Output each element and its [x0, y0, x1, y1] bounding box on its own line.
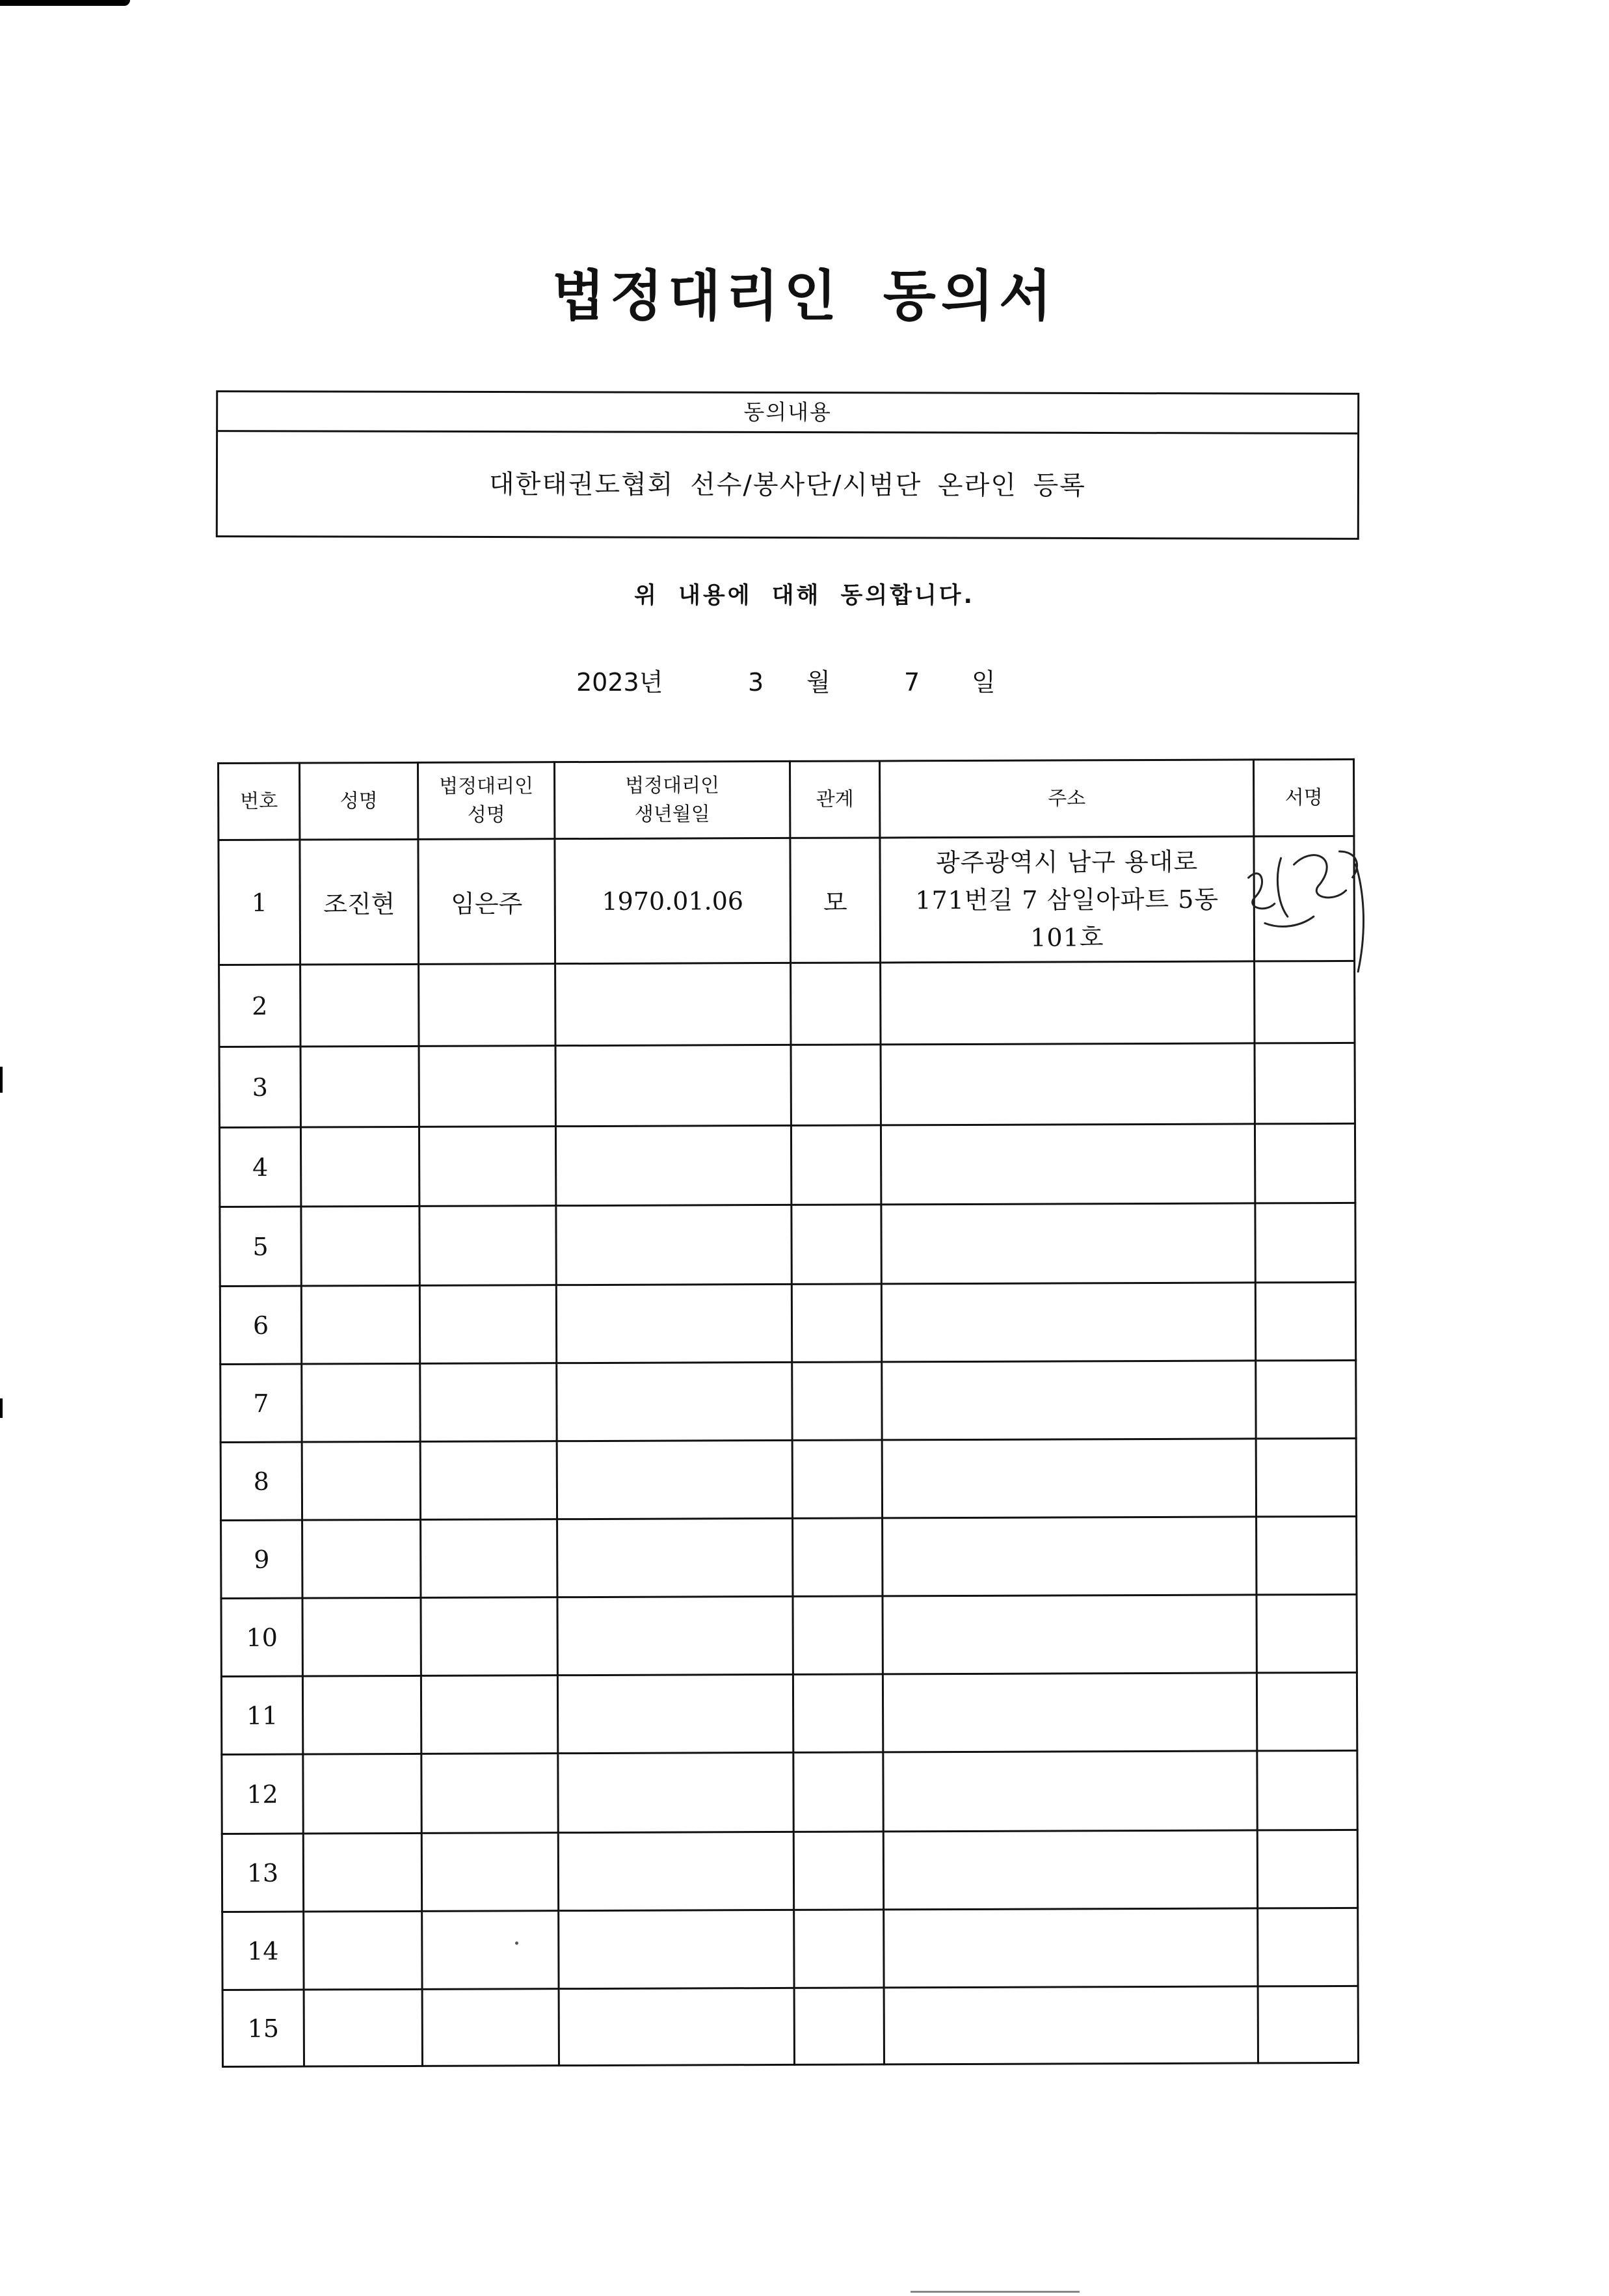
- relation: 모: [790, 838, 881, 963]
- header-address: 주소: [879, 760, 1253, 838]
- date-month: 3: [748, 668, 764, 697]
- guardian-birthdate[interactable]: [556, 1205, 791, 1285]
- guardian-birthdate[interactable]: [559, 1988, 794, 2065]
- relation[interactable]: [793, 1832, 883, 1910]
- table-row: [221, 1672, 1357, 1754]
- stray-mark: [515, 1942, 518, 1945]
- signature-cell[interactable]: [1258, 1986, 1358, 2063]
- student-name[interactable]: [303, 1754, 421, 1834]
- student-name[interactable]: [302, 1597, 421, 1676]
- guardian-birthdate[interactable]: [558, 1752, 793, 1832]
- table-row: [219, 961, 1355, 1047]
- relation[interactable]: [791, 963, 881, 1045]
- scan-edge-mark: [911, 2291, 1080, 2293]
- guardian-name[interactable]: [421, 1597, 557, 1676]
- table-row: [219, 836, 1355, 965]
- table-row: [219, 1123, 1355, 1207]
- table-row: [222, 1986, 1358, 2066]
- address[interactable]: [882, 1361, 1256, 1440]
- date-month-unit: 월: [806, 668, 831, 697]
- row-number: 5: [220, 1207, 301, 1286]
- student-name[interactable]: [300, 1046, 419, 1127]
- relation[interactable]: [794, 1910, 884, 1988]
- guardian-birthdate[interactable]: [559, 1910, 794, 1988]
- student-name[interactable]: [304, 1989, 422, 2066]
- row-number: 2: [219, 965, 300, 1047]
- row-number: 4: [219, 1127, 300, 1207]
- header-guardian-birthdate: 법정대리인 생년월일: [555, 761, 790, 838]
- guardian-name[interactable]: [419, 964, 555, 1047]
- student-name[interactable]: [302, 1519, 421, 1598]
- header-number: 번호: [219, 763, 300, 840]
- relation[interactable]: [791, 1125, 881, 1205]
- guardian-name[interactable]: [419, 1206, 556, 1286]
- student-name[interactable]: [302, 1675, 421, 1754]
- guardian-name[interactable]: [419, 1285, 556, 1364]
- address[interactable]: [881, 1124, 1255, 1205]
- row-number: 15: [222, 1990, 304, 2066]
- student-name: 조진현: [300, 839, 419, 965]
- scan-edge-mark: [0, 1398, 3, 1418]
- guardian-birthdate[interactable]: [557, 1440, 792, 1519]
- consent-content: 대한태권도협회 선수/봉사단/시범단 온라인 등록: [488, 470, 1086, 501]
- guardian-birthdate[interactable]: [555, 963, 791, 1045]
- guardian-birthdate[interactable]: [555, 1045, 791, 1126]
- signature-cell[interactable]: [1255, 1203, 1355, 1283]
- relation[interactable]: [793, 1674, 883, 1752]
- relation[interactable]: [793, 1752, 883, 1832]
- row-number: 14: [222, 1912, 304, 1990]
- address[interactable]: [883, 1517, 1257, 1596]
- student-name[interactable]: [302, 1363, 420, 1442]
- header-signature: 서명: [1253, 759, 1353, 836]
- table-header-row: [219, 759, 1354, 840]
- signature-cell[interactable]: [1257, 1594, 1357, 1673]
- row-number: 7: [220, 1364, 302, 1442]
- date-year: 2023년: [576, 668, 663, 697]
- signature-cell[interactable]: [1258, 1908, 1358, 1986]
- relation[interactable]: [792, 1362, 882, 1440]
- student-name[interactable]: [301, 1285, 419, 1364]
- signature-cell[interactable]: [1256, 1438, 1356, 1517]
- table-row: [220, 1282, 1355, 1364]
- signature-cell[interactable]: [1255, 1123, 1355, 1203]
- table-row: [221, 1516, 1357, 1598]
- guardian-name[interactable]: [419, 1046, 555, 1127]
- signature-cell[interactable]: [1257, 1750, 1357, 1830]
- address[interactable]: [883, 1673, 1257, 1752]
- consent-header: 동의내용: [218, 392, 1357, 434]
- row-number: 9: [221, 1520, 302, 1598]
- scan-edge-mark: [0, 0, 130, 6]
- signature-cell[interactable]: [1257, 1516, 1357, 1595]
- row-number: 8: [220, 1442, 302, 1520]
- guardian-name[interactable]: [421, 1675, 557, 1754]
- guardian-table: [217, 758, 1359, 2068]
- relation[interactable]: [794, 1988, 884, 2064]
- student-name[interactable]: [300, 1127, 419, 1207]
- address[interactable]: [882, 1439, 1256, 1518]
- row-number: 1: [219, 840, 300, 965]
- guardian-name: 임은주: [418, 839, 555, 965]
- student-name[interactable]: [303, 1833, 421, 1912]
- table-row: [221, 1594, 1357, 1676]
- signature-cell[interactable]: [1255, 1282, 1355, 1361]
- table-row: [219, 1043, 1355, 1127]
- relation[interactable]: [792, 1440, 882, 1518]
- guardian-name[interactable]: [421, 1754, 558, 1834]
- guardian-birthdate[interactable]: [555, 1125, 791, 1205]
- guardian-birthdate: 1970.01.06: [555, 838, 791, 963]
- row-number: 10: [221, 1598, 302, 1676]
- guardian-name[interactable]: [421, 1519, 557, 1598]
- relation[interactable]: [791, 1205, 881, 1284]
- document-title: 법정대리인 동의서: [552, 264, 1057, 328]
- table-row: [222, 1750, 1357, 1834]
- student-name[interactable]: [302, 1441, 420, 1520]
- date-day-unit: 일: [972, 668, 996, 697]
- guardian-name[interactable]: [422, 1911, 559, 1990]
- date-day: 7: [904, 668, 920, 697]
- relation[interactable]: [791, 1045, 881, 1125]
- row-number: 6: [220, 1286, 301, 1364]
- address[interactable]: [881, 1043, 1255, 1125]
- guardian-birthdate[interactable]: [557, 1674, 793, 1753]
- table-row: [222, 1830, 1357, 1912]
- guardian-name[interactable]: [420, 1363, 557, 1442]
- row-number: 11: [221, 1676, 302, 1754]
- guardian-name[interactable]: [421, 1833, 558, 1912]
- address[interactable]: [884, 1908, 1258, 1988]
- student-name[interactable]: [301, 1206, 419, 1286]
- agreement-statement: 위 내용에 대해 동의합니다.: [634, 583, 975, 609]
- address[interactable]: [881, 1283, 1255, 1362]
- guardian-birthdate[interactable]: [557, 1518, 793, 1597]
- address[interactable]: [883, 1751, 1257, 1832]
- guardian-birthdate[interactable]: [556, 1284, 791, 1363]
- row-number: 13: [222, 1834, 303, 1912]
- student-name[interactable]: [300, 964, 419, 1047]
- relation[interactable]: [793, 1596, 883, 1674]
- scan-edge-mark: [0, 1067, 3, 1093]
- table-row: [222, 1908, 1358, 1990]
- guardian-name[interactable]: [422, 1989, 559, 2066]
- signature-cell[interactable]: [1256, 1360, 1356, 1439]
- student-name[interactable]: [304, 1911, 422, 1990]
- handwritten-signature: [1242, 838, 1385, 976]
- relation[interactable]: [793, 1518, 883, 1596]
- address[interactable]: [884, 1986, 1258, 2064]
- table-row: [220, 1203, 1355, 1286]
- header-name: 성명: [300, 762, 418, 840]
- consent-box: [216, 390, 1359, 540]
- signature-cell[interactable]: [1255, 1043, 1355, 1124]
- address[interactable]: [881, 1203, 1255, 1284]
- signature-cell[interactable]: [1257, 1672, 1357, 1751]
- table-row: [220, 1360, 1356, 1442]
- header-relation: 관계: [790, 761, 879, 838]
- address[interactable]: [881, 961, 1255, 1045]
- guardian-name[interactable]: [420, 1441, 557, 1520]
- signature-cell: [1254, 836, 1355, 961]
- address[interactable]: [883, 1595, 1257, 1674]
- guardian-birthdate[interactable]: [557, 1362, 792, 1441]
- address: 광주광역시 남구 용대로 171번길 7 삼일아파트 5동 101호: [880, 836, 1255, 963]
- guardian-birthdate[interactable]: [557, 1596, 793, 1675]
- guardian-name[interactable]: [419, 1127, 555, 1207]
- row-number: 3: [219, 1047, 300, 1127]
- guardian-birthdate[interactable]: [558, 1832, 793, 1910]
- table-row: [220, 1438, 1356, 1520]
- header-guardian-name: 법정대리인 성명: [418, 762, 555, 840]
- signature-cell[interactable]: [1257, 1830, 1357, 1908]
- row-number: 12: [222, 1754, 303, 1834]
- relation[interactable]: [791, 1284, 881, 1362]
- address[interactable]: [883, 1830, 1257, 1910]
